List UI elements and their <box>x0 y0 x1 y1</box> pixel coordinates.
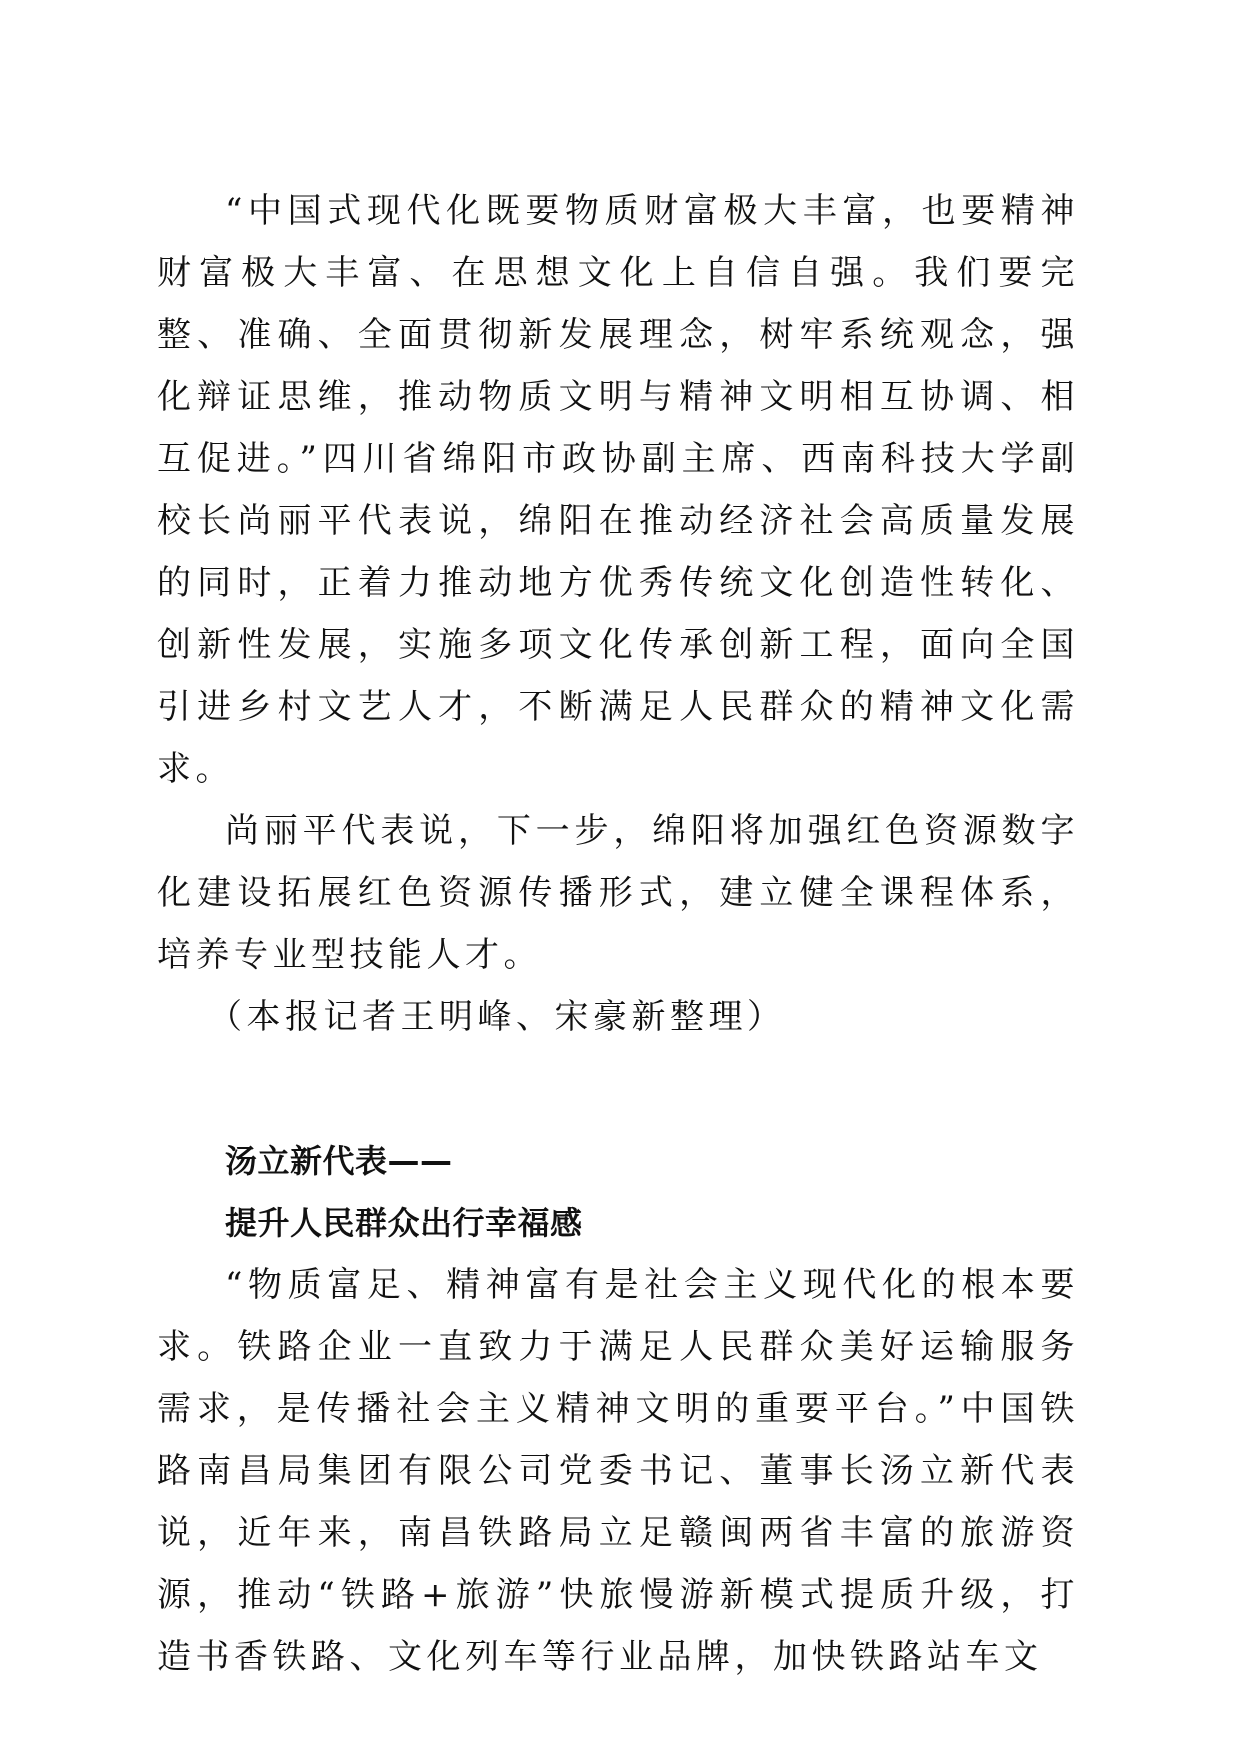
section1-paragraph-2: 尚丽平代表说，下一步，绵阳将加强红色资源数字化建设拓展红色资源传播形式，建立健全课程体系，培养专业型技能人才。 <box>157 811 1079 975</box>
section1-paragraph-1: “中国式现代化既要物质财富极大丰富，也要精神财富极大丰富、在思想文化上自信自强。我们要完整、准确、全面贯彻新发展理念，树牢系统观念，强化辩证思维，推动物质文明与精神文明相互协调、相互促进。”四川省绵阳市政协副主席、西南科技大学副校长尚丽平代表说，绵阳在推动经济社会高质量发展的同时，正着力推动地方优秀传统文化创造性转化、创新性发展，实施多项文化传承创新工程，面向全国引进乡村文艺人才，不断满足人民群众的精神文化需求。 <box>157 191 1079 789</box>
section2-heading-name: 汤立新代表—— <box>225 1142 453 1180</box>
reporter-credit: （本报记者王明峰、宋豪新整理） <box>208 997 786 1037</box>
document-page <box>157 180 1079 1688</box>
section-spacer <box>157 1048 1079 1130</box>
section2-paragraph-1: “物质富足、精神富有是社会主义现代化的根本要求。铁路企业一直致力于满足人民群众美好运输服务需求，是传播社会主义精神文明的重要平台。”中国铁路南昌局集团有限公司党委书记、董事长汤立新代表说，近年来，南昌铁路局立足赣闽两省丰富的旅游资源，推动“铁路+旅游”快旅慢游新模式提质升级，打造书香铁路、文化列车等行业品牌，加快铁路站车文 <box>157 1265 1079 1677</box>
section2-heading-title: 提升人民群众出行幸福感 <box>225 1204 583 1242</box>
